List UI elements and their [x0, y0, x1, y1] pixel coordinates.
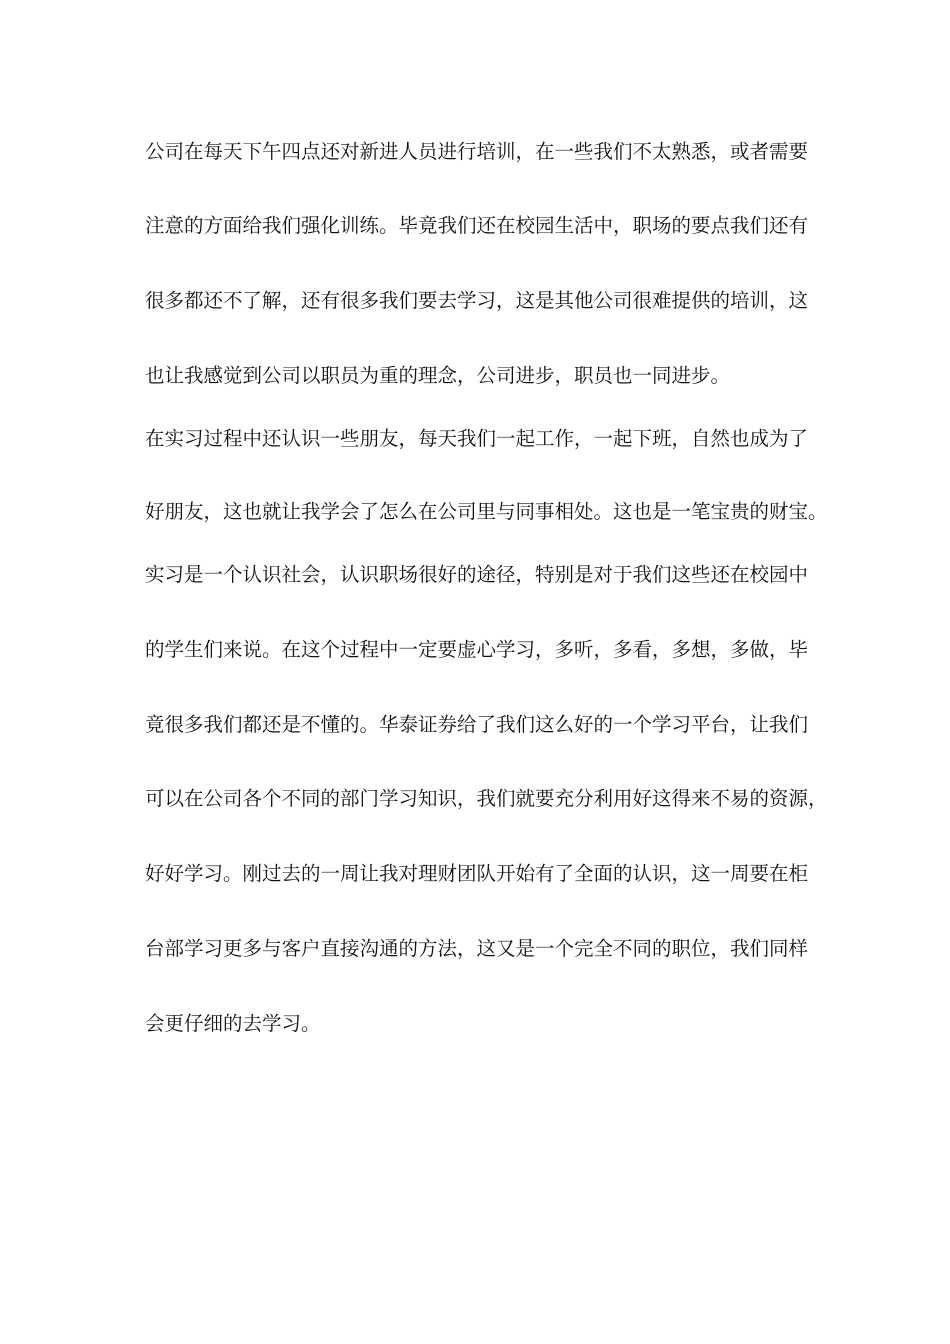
text-line: 注意的方面给我们强化训练。毕竟我们还在校园生活中，职场的要点我们还有	[145, 214, 809, 237]
text-line: 也让我感觉到公司以职员为重的理念，公司进步，职员也一同进步。	[145, 364, 731, 387]
text-line: 好朋友，这也就让我学会了怎么在公司里与同事相处。这也是一笔宝贵的财宝。	[145, 500, 828, 523]
text-line: 实习是一个认识社会，认识职场很好的途径，特别是对于我们这些还在校园中	[145, 563, 809, 586]
text-line: 公司在每天下午四点还对新进人员进行培训，在一些我们不太熟悉，或者需要	[145, 140, 809, 163]
text-line: 很多都还不了解，还有很多我们要去学习，这是其他公司很难提供的培训，这	[145, 289, 809, 312]
text-line: 好好学习。刚过去的一周让我对理财团队开始有了全面的认识，这一周要在柜	[145, 862, 809, 885]
text-line: 在实习过程中还认识一些朋友，每天我们一起工作，一起下班，自然也成为了	[145, 427, 809, 450]
text-line: 竟很多我们都还是不懂的。华泰证券给了我们这么好的一个学习平台，让我们	[145, 713, 809, 736]
text-line: 的学生们来说。在这个过程中一定要虚心学习，多听，多看，多想，多做，毕	[145, 638, 809, 661]
text-line: 会更仔细的去学习。	[145, 1012, 321, 1035]
text-line: 台部学习更多与客户直接沟通的方法，这又是一个完全不同的职位，我们同样	[145, 937, 809, 960]
text-line: 可以在公司各个不同的部门学习知识，我们就要充分利用好这得来不易的资源，	[145, 787, 828, 810]
